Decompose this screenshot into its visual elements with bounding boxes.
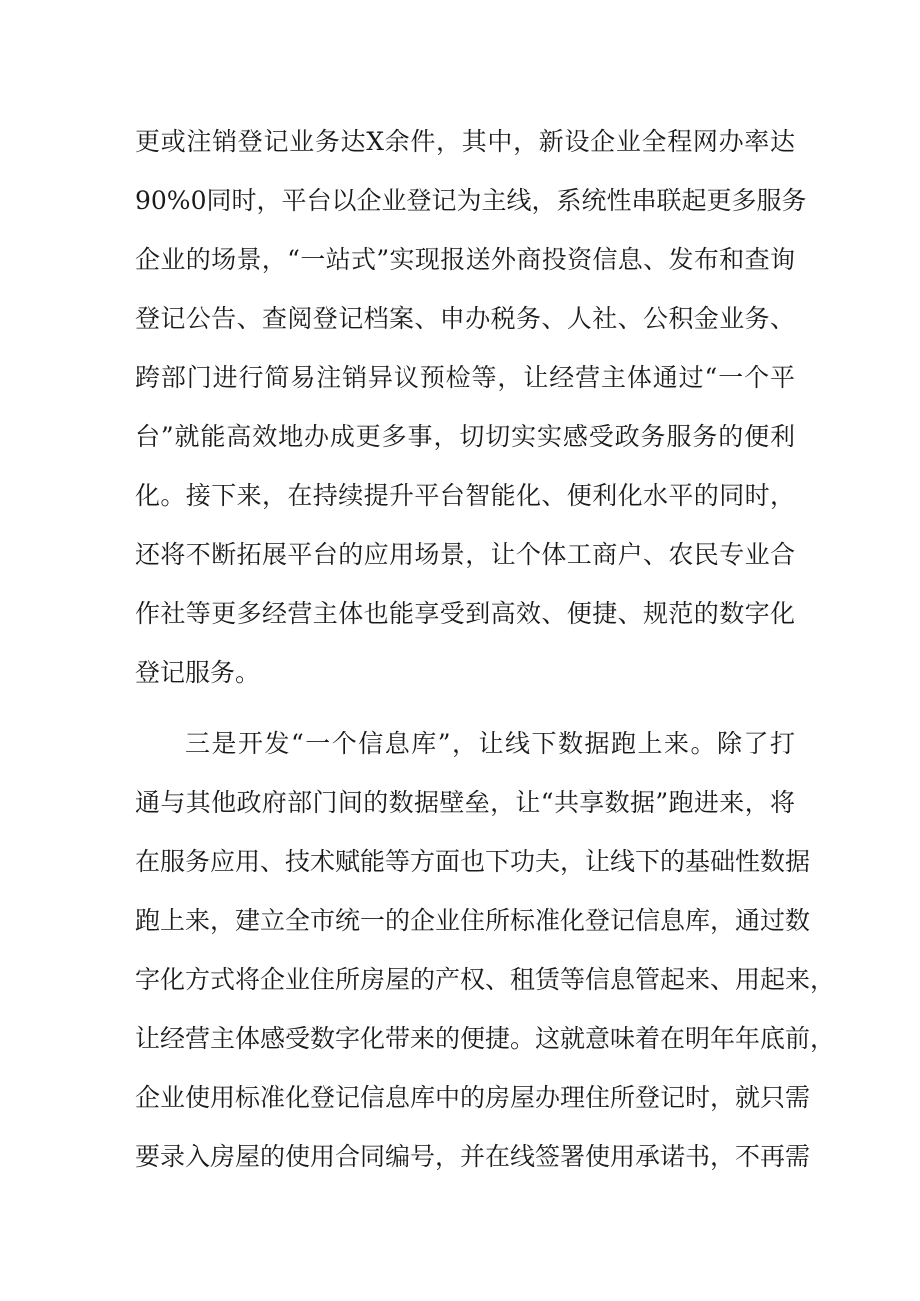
paragraph-2-line-4: 跑上来，建立全市统一的企业住所标准化登记信息库，通过数 [135, 906, 811, 935]
paragraph-1-line-9: 作社等更多经营主体也能享受到高效、便捷、规范的数字化 [135, 599, 795, 628]
paragraph-1-line-3: 企业的场景，“一站式”实现报送外商投资信息、发布和查询 [135, 245, 795, 274]
paragraph-1-line-4: 登记公告、查阅登记档案、申办税务、人社、公积金业务、 [135, 304, 795, 333]
paragraph-2-line-1: 三是开发“一个信息库”，让线下数据跑上来。除了打 [185, 729, 795, 758]
paragraph-2-line-8: 要录入房屋的使用合同编号，并在线签署使用承诺书，不再需 [135, 1142, 811, 1171]
paragraph-1-line-7: 化。接下来，在持续提升平台智能化、便利化水平的同时， [135, 481, 795, 510]
paragraph-2-line-3: 在服务应用、技术赋能等方面也下功夫，让线下的基础性数据 [135, 847, 811, 876]
paragraph-2-line-7: 企业使用标准化登记信息库中的房屋办理住所登记时，就只需 [135, 1083, 811, 1112]
paragraph-2-line-5: 字化方式将企业住所房屋的产权、租赁等信息管起来、用起来， [135, 965, 836, 994]
paragraph-1-line-1: 更或注销登记业务达X余件，其中，新设企业全程网办率达 [135, 127, 795, 156]
paragraph-1-line-6: 台”就能高效地办成更多事，切切实实感受政务服务的便利 [135, 422, 795, 451]
paragraph-1-line-10: 登记服务。 [135, 658, 261, 687]
paragraph-1-line-8: 还将不断拓展平台的应用场景，让个体工商户、农民专业合 [135, 540, 795, 569]
paragraph-1-line-5: 跨部门进行简易注销异议预检等，让经营主体通过“一个平 [135, 363, 795, 392]
paragraph-2-line-6: 让经营主体感受数字化带来的便捷。这就意味着在明年年底前， [135, 1024, 836, 1053]
paragraph-2-line-2: 通与其他政府部门间的数据壁垒，让“共享数据”跑进来，将 [135, 788, 795, 817]
paragraph-1-line-2: 90%0同时，平台以企业登记为主线，系统性串联起更多服务 [135, 186, 807, 215]
